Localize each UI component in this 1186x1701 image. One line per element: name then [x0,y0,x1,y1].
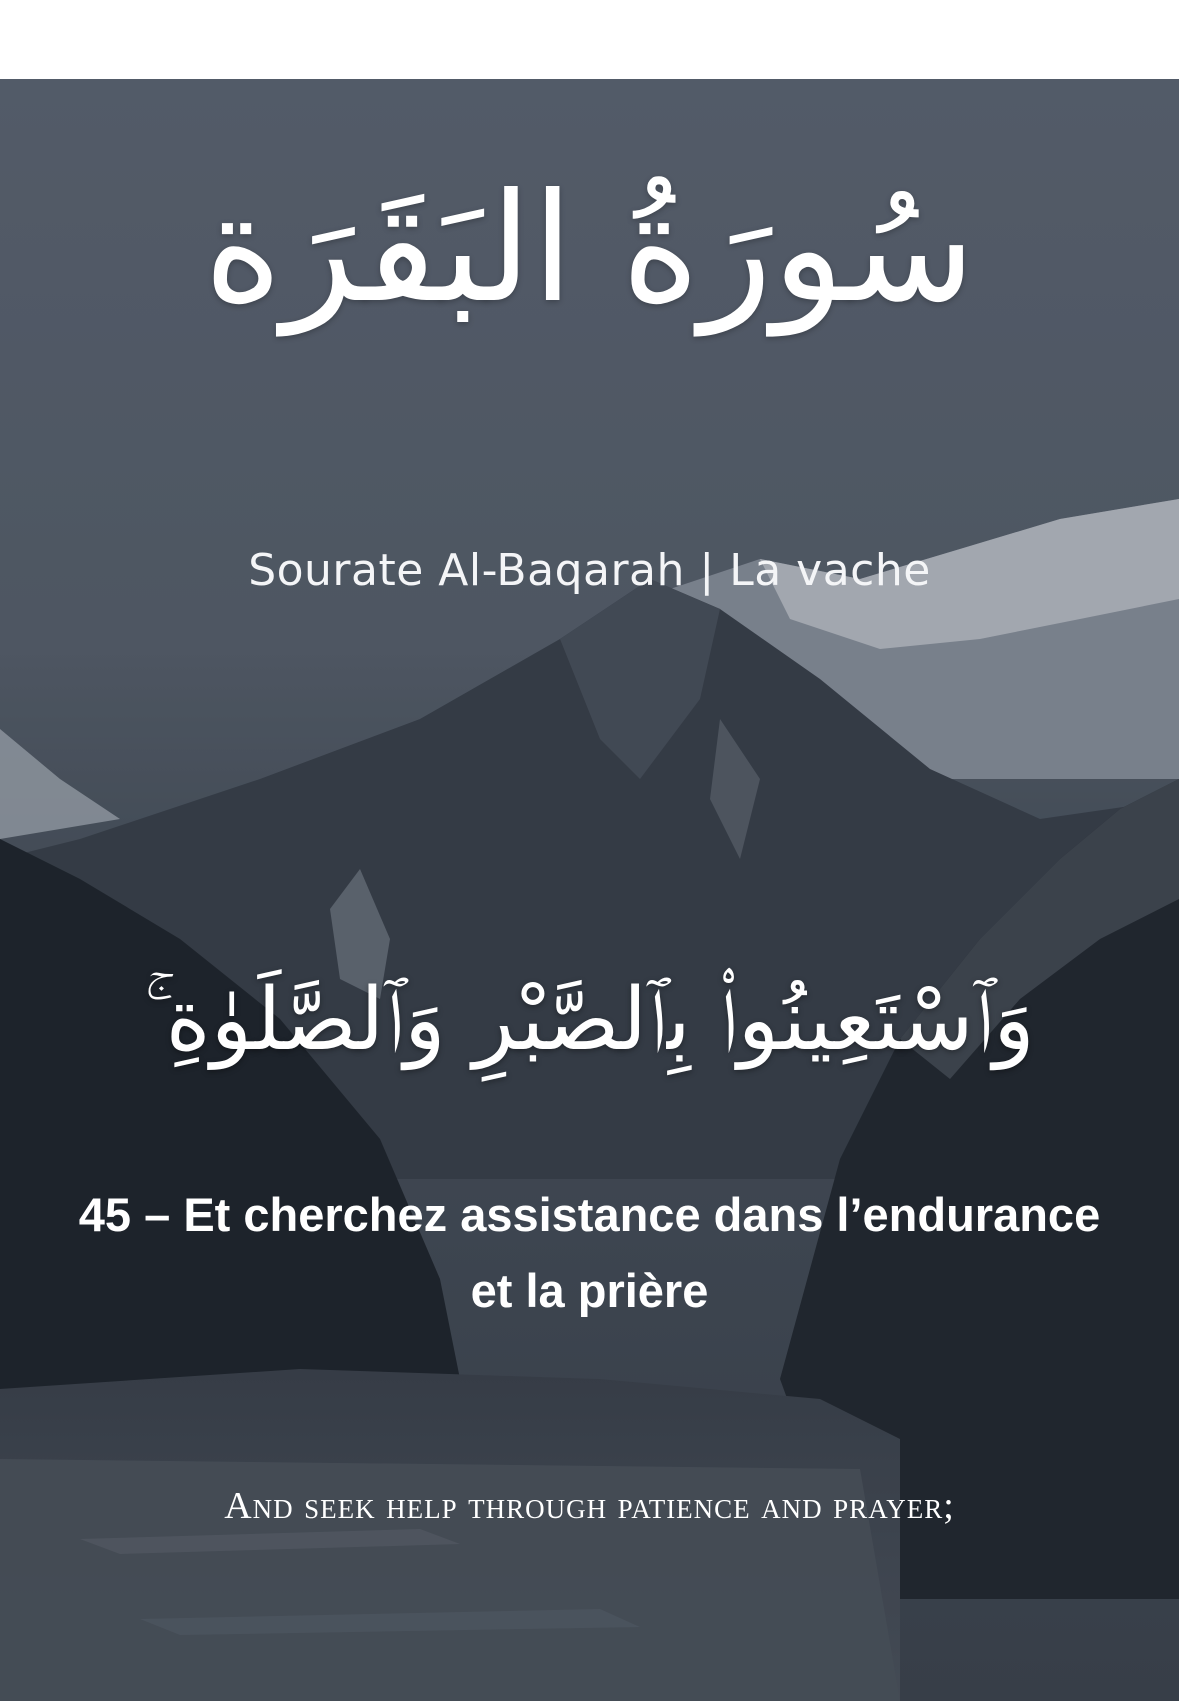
poster [0,79,1179,1701]
verse-arabic: وَٱسْتَعِينُوا۟ بِٱلصَّبْرِ وَٱلصَّلَوٰةِ ۚ [144,970,1035,1070]
surah-subtitle: Sourate Al-Baqarah | La vache [248,545,931,596]
verse-english-translation: And seek help through patience and prayer; [224,1485,955,1527]
verse-french-translation: 45 – Et cherchez assistance dans l’endurance et la prière [78,1188,1101,1317]
surah-title-arabic: سُورَةُ البَقَرَة [203,162,976,336]
